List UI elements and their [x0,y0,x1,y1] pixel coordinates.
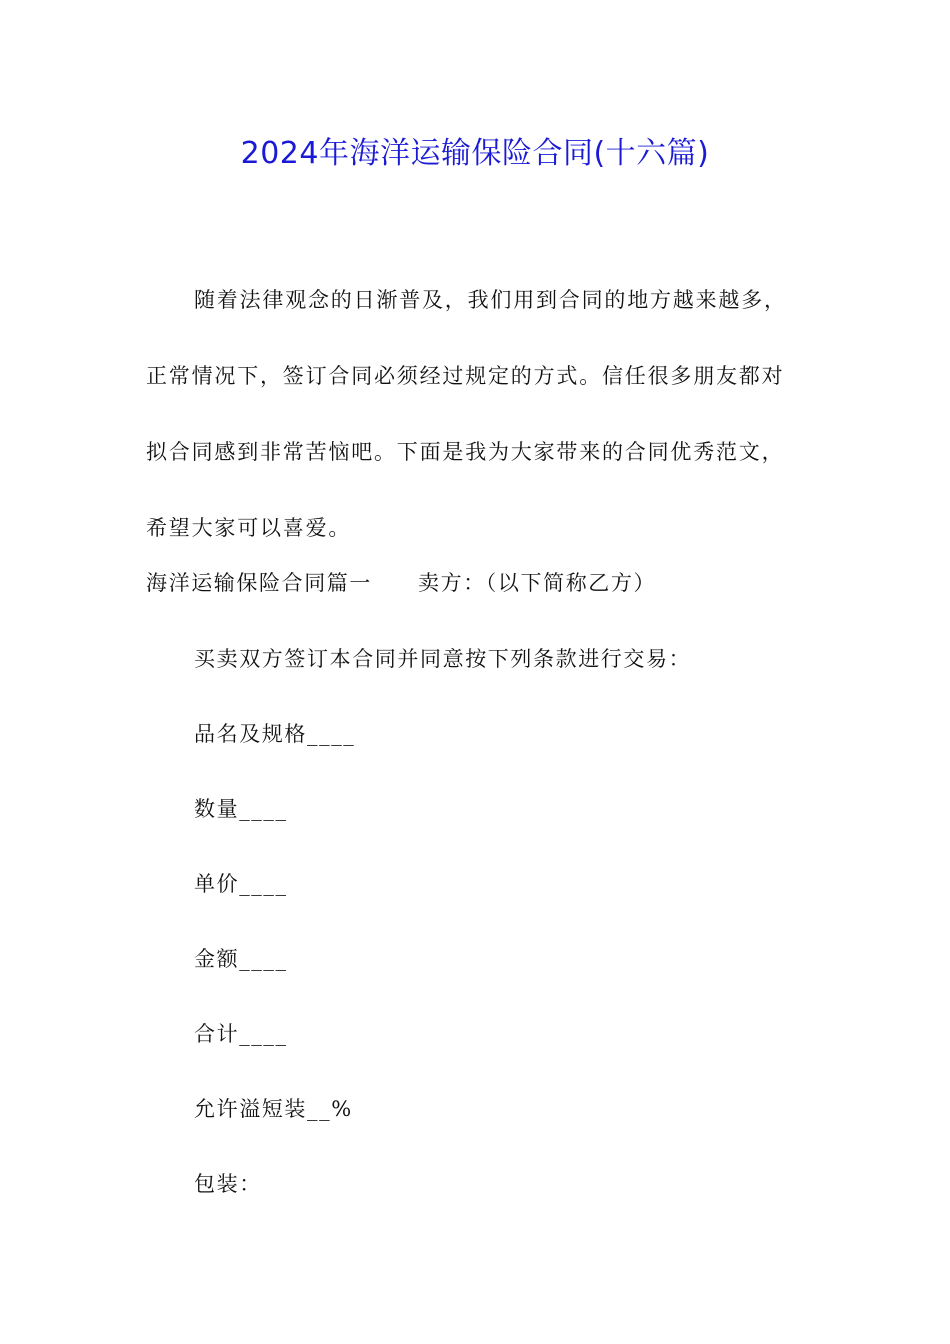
clause-packing: 包装： [194,1172,262,1196]
seller-line: 卖方：（以下简称乙方） [418,571,657,595]
clause-amount: 金额____ [194,947,288,971]
section-heading-line [146,565,656,601]
clause-agreement: 买卖双方签订本合同并同意按下列条款进行交易： [194,647,692,671]
clause-total: 合计____ [194,1022,288,1046]
clause-tolerance: 允许溢短装__% [194,1097,353,1121]
clause-unit-price: 单价____ [194,872,288,896]
clause-quantity: 数量____ [194,797,288,821]
document-title: 2024年海洋运输保险合同(十六篇) [240,136,710,171]
clause-product-spec: 品名及规格____ [194,722,356,746]
section-heading: 海洋运输保险合同篇一 [146,571,372,595]
intro-paragraph: 随着法律观念的日渐普及，我们用到合同的地方越来越多，正常情况下，签订合同必须经过规定的方式。信任很多朋友都对拟合同感到非常苦恼吧。下面是我为大家带来的合同优秀范文，希望大家可以喜爱。 [146,288,787,540]
